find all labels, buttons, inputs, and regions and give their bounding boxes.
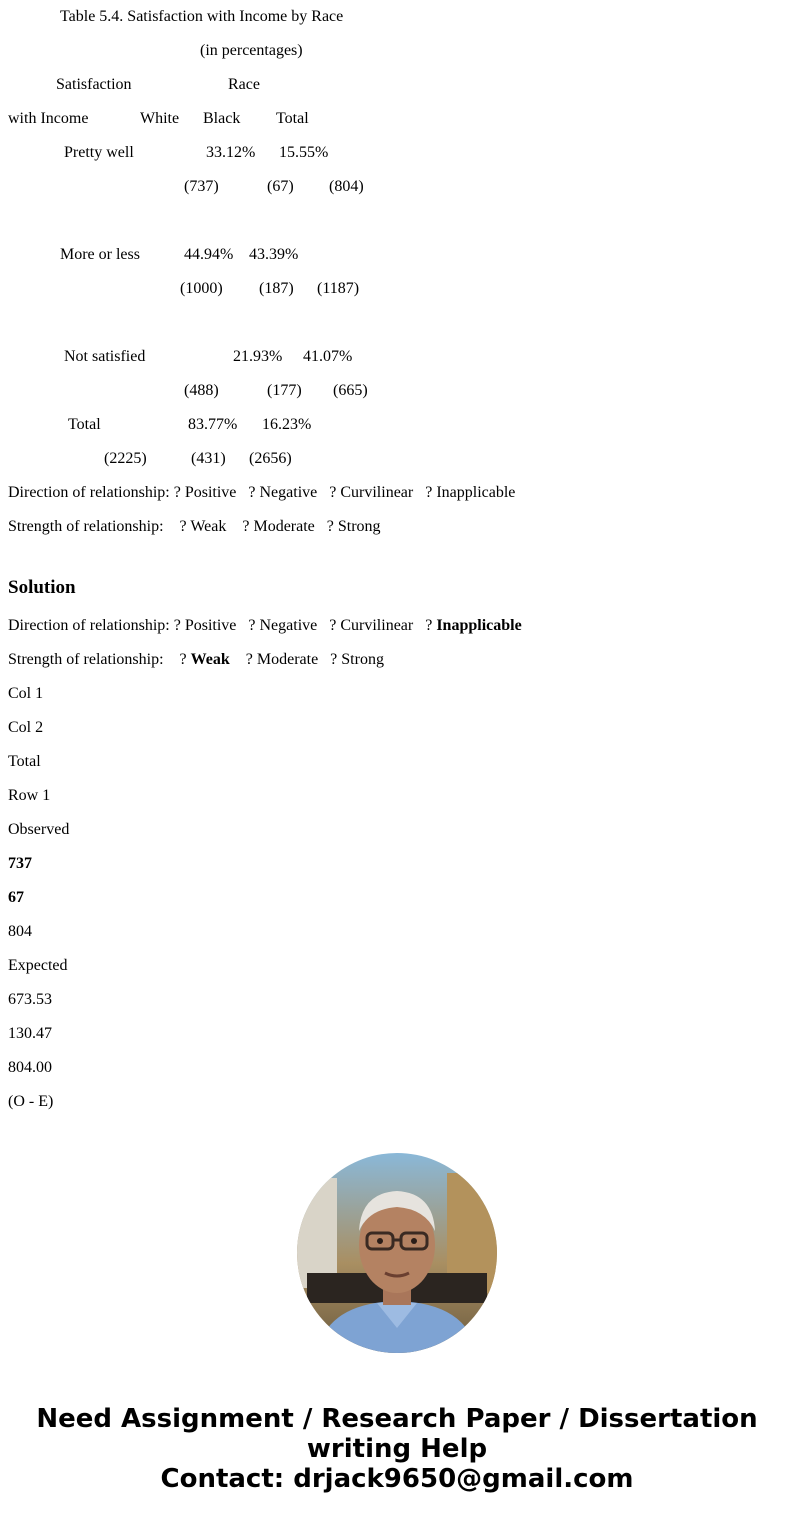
cell-white-pct: 83.77% [188,416,238,433]
cell-white-n: (2225) [104,450,147,467]
solution-line: 67 [8,889,24,906]
cell-white-pct: 33.12% [206,144,256,161]
footer-contact: Contact: drjack9650@gmail.com [160,1464,634,1494]
solution-strength-prefix: Strength of relationship: ? [8,651,191,668]
row-label-total: Total [68,416,101,433]
header-black: Black [203,110,241,127]
solution-line: 130.47 [8,1025,52,1042]
row-label-pretty-well: Pretty well [64,144,134,161]
solution-line: 673.53 [8,991,52,1008]
question-direction: Direction of relationship: ? Positive ? Negative ? Curvilinear ? Inapplicable [8,484,516,501]
solution-strength-suffix: ? Moderate ? Strong [229,651,384,668]
author-avatar [297,1153,497,1353]
cell-black-n: (177) [267,382,302,399]
cell-total-n: (804) [329,178,364,195]
cell-total-n: (2656) [249,450,292,467]
solution-direction-prefix: Direction of relationship: ? Positive ? Negative ? Curvilinear ? [8,617,437,634]
footer-line-1: Need Assignment / Research Paper / Dissertation [36,1404,758,1434]
author-photo [297,1153,497,1353]
header-white: White [140,110,180,127]
solution-line: 737 [8,855,32,872]
table-subtitle: (in percentages) [200,42,303,59]
cell-black-pct: 15.55% [279,144,329,161]
solution-direction [8,617,522,635]
solution-line: Expected [8,957,68,974]
header-satisfaction: Satisfaction [56,76,132,93]
solution-line: 804 [8,923,32,940]
cell-black-pct: 16.23% [262,416,312,433]
cell-black-n: (67) [267,178,294,195]
footer-line-2: writing Help [306,1434,488,1464]
row-label-more-or-less: More or less [60,246,140,263]
cell-black-pct: 41.07% [303,348,353,365]
solution-line: Row 1 [8,787,51,804]
solution-line: 804.00 [8,1059,52,1076]
cell-white-n: (737) [184,178,219,195]
cell-white-pct: 44.94% [184,246,234,263]
solution-line: Col 2 [8,719,44,736]
cell-total-n: (665) [333,382,368,399]
row-label-not-satisfied: Not satisfied [64,348,146,365]
solution-direction-answer: Inapplicable [436,617,522,634]
cell-black-n: (187) [259,280,294,297]
cell-white-n: (1000) [180,280,223,297]
solution-heading: Solution [8,577,76,598]
cell-total-n: (1187) [317,280,360,297]
cell-white-n: (488) [184,382,219,399]
footer-promo [0,1404,794,1494]
solution-line: Total [8,753,41,770]
header-race: Race [228,76,260,93]
header-total: Total [276,110,309,127]
cell-white-pct: 21.93% [233,348,283,365]
cell-black-pct: 43.39% [249,246,299,263]
solution-strength-answer: Weak [190,651,230,668]
solution-line: Col 1 [8,685,44,702]
solution-line: (O - E) [8,1093,54,1110]
question-strength: Strength of relationship: ? Weak ? Moderate ? Strong [8,518,381,535]
cell-black-n: (431) [191,450,226,467]
solution-strength [8,651,384,669]
header-with-income: with Income [8,110,89,127]
solution-line: Observed [8,821,70,838]
table-title: Table 5.4. Satisfaction with Income by Race [60,8,344,25]
